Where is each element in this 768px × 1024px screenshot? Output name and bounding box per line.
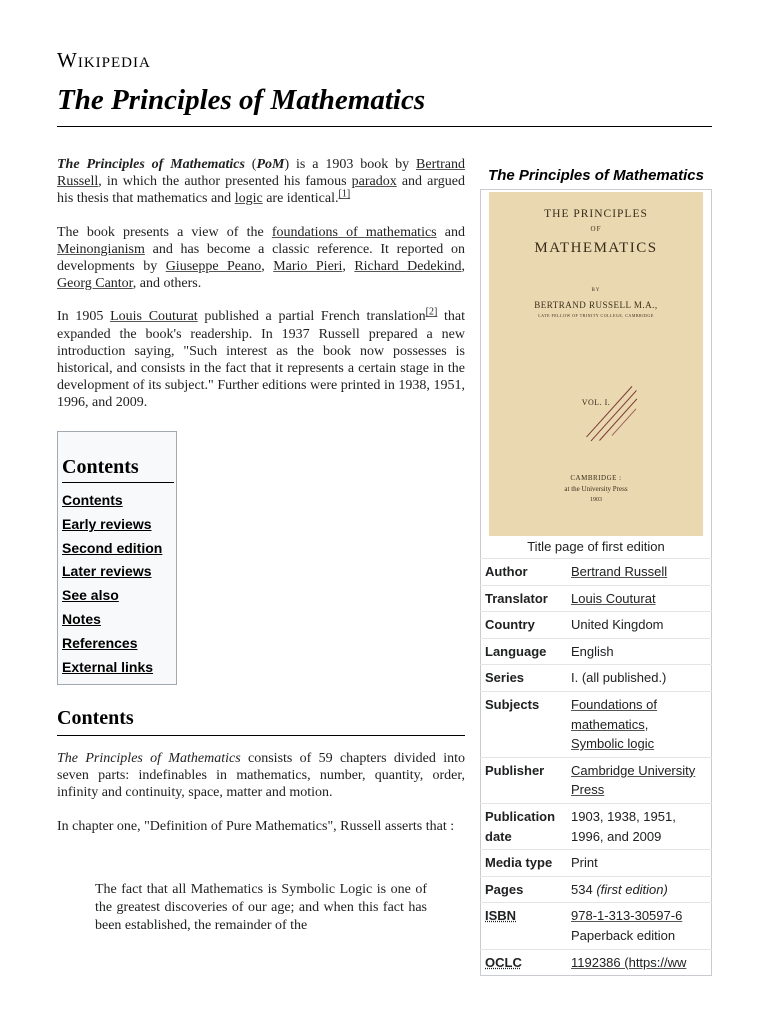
abbreviation: PoM: [256, 157, 285, 172]
row-label: Author: [481, 559, 568, 586]
row-value: 534: [571, 881, 593, 897]
link-logic[interactable]: logic: [234, 191, 263, 207]
reference-1[interactable]: [1]: [338, 188, 351, 200]
row-value-note: Paperback edition: [571, 927, 676, 943]
link-translator[interactable]: Louis Couturat: [571, 590, 656, 606]
link-foundations-of-mathematics[interactable]: foundations of mathematics: [271, 224, 437, 240]
toc-item-notes[interactable]: Notes: [62, 610, 101, 627]
section-heading-contents: Contents: [57, 707, 465, 736]
table-of-contents: [57, 431, 177, 685]
cover-line-9: at the University Press: [564, 485, 628, 493]
row-label: Country: [481, 612, 568, 639]
infobox-row-translator: [481, 585, 712, 612]
title-page-image[interactable]: [489, 192, 703, 536]
link-mario-pieri[interactable]: Mario Pieri: [273, 259, 343, 275]
row-label: Language: [481, 638, 568, 665]
link-meinongianism[interactable]: Meinongianism: [57, 241, 145, 257]
row-label: Publication date: [481, 803, 568, 849]
page-title: The Principles of Mathematics: [57, 84, 426, 116]
cover-line-8: CAMBRIDGE :: [570, 474, 622, 482]
infobox-row-language: [481, 638, 712, 665]
infobox-row-publication-date: [481, 803, 712, 849]
contents-paragraph-2: In chapter one, "Definition of Pure Mathematics", Russell asserts that :: [57, 818, 455, 834]
cover-line-10: 1903: [590, 497, 602, 503]
link-publisher[interactable]: Cambridge University Press: [571, 762, 696, 798]
link-isbn-label[interactable]: ISBN: [485, 908, 517, 924]
toc-item-see-also[interactable]: See also: [62, 587, 119, 604]
link-oclc-label[interactable]: OCLC: [485, 954, 522, 970]
cover-line-6: LATE FELLOW OF TRINITY COLLEGE, CAMBRIDGE: [538, 313, 654, 318]
row-value-note: (first edition): [596, 881, 668, 897]
link-georg-cantor[interactable]: Georg Cantor: [57, 276, 133, 292]
infobox-row-media-type: [481, 850, 712, 877]
intro-paragraph-1: The Principles of Mathematics (PoM) is a 1903 book by Bertrand Russell, in which the author presented his famous paradox and argued his thesis that mathematics and logic are identical.[1]: [57, 157, 465, 207]
contents-paragraph-1: The Principles of Mathematics consists of 59 chapters divided into seven parts: indefinables in mathematics, number, quantity, order, infinity and continuity, space, matter and motion.: [57, 751, 465, 801]
link-foundations-of-mathematics-subject[interactable]: Foundations of mathematics: [571, 696, 658, 732]
cover-line-4: BY: [591, 288, 601, 293]
cover-line-7: VOL. I.: [581, 398, 611, 407]
infobox-image-cell: [481, 190, 712, 559]
toc-item-second-edition[interactable]: Second edition: [62, 539, 163, 556]
reference-2[interactable]: [2]: [425, 306, 438, 318]
row-value: I. (all published.): [567, 665, 712, 692]
link-paradox[interactable]: paradox: [351, 174, 397, 190]
row-label: Media type: [481, 850, 568, 877]
toc-item-contents[interactable]: Contents: [62, 492, 123, 508]
row-label: Series: [481, 665, 568, 692]
block-quote: The fact that all Mathematics is Symbolic Logic is one of the greatest discoveries of our age; and when this fact has been established, the remainder of the: [95, 882, 427, 933]
link-author[interactable]: Bertrand Russell: [571, 564, 668, 579]
link-isbn[interactable]: 978-1-313-30597-6: [571, 908, 683, 924]
infobox-caption: The Principles of Mathematics: [488, 167, 704, 184]
infobox-row-author: [481, 559, 712, 586]
toc-title: Contents: [62, 456, 174, 483]
cover-line-2: OF: [590, 225, 602, 233]
link-giuseppe-peano[interactable]: Giuseppe Peano: [165, 259, 262, 275]
link-richard-dedekind[interactable]: Richard Dedekind: [354, 259, 462, 275]
row-label: Publisher: [481, 757, 568, 803]
intro-paragraph-3: In 1905 Louis Couturat published a partial French translation[2] that expanded the book's readership. In 1937 Russell prepared a new introduction saying, "Such interest as the book now possesses is historical, and consists in the fact that it represents a certain stage in the development of its subject." Further editions were printed in 1938, 1951, 1996, and 2009.: [57, 306, 465, 411]
wikipedia-wordmark[interactable]: Wikipedia: [57, 48, 151, 72]
intro-paragraph-2: The book presents a view of the foundations of mathematics and Meinongianism and has become a classic reference. It reported on developments by Giuseppe Peano, Mario Pieri, Richard Dedekind, Georg Cantor, and others.: [57, 224, 466, 292]
infobox-row-isbn: [481, 903, 712, 949]
cover-line-1: THE PRINCIPLES: [544, 208, 648, 220]
link-bertrand-russell[interactable]: Bertrand Russell: [57, 157, 465, 190]
row-value: 1903, 1938, 1951, 1996, and 2009: [567, 803, 712, 849]
row-label: Translator: [481, 585, 568, 612]
row-value: English: [567, 638, 712, 665]
title-divider: [57, 126, 712, 127]
section-contents-body: [57, 750, 465, 851]
row-label: Pages: [481, 876, 568, 903]
row-value: Print: [567, 850, 712, 877]
link-louis-couturat[interactable]: Louis Couturat: [110, 309, 198, 325]
toc-item-external-links[interactable]: External links: [62, 658, 154, 675]
article-intro: [57, 156, 465, 428]
library-stamp: [575, 380, 651, 450]
infobox-row-subjects: Subjects Foundations of mathematics, Symbolic logic: [481, 691, 712, 757]
link-oclc[interactable]: 1192386 (https://ww: [571, 954, 687, 970]
row-value: United Kingdom: [567, 612, 712, 639]
bold-title: The Principles of Mathematics: [57, 157, 245, 172]
infobox-row-pages: [481, 876, 712, 903]
toc-item-early-reviews[interactable]: Early reviews: [62, 515, 152, 532]
infobox-row-publisher: [481, 757, 712, 803]
link-symbolic-logic[interactable]: Symbolic logic: [571, 736, 655, 752]
toc-item-later-reviews[interactable]: Later reviews: [62, 563, 152, 580]
cover-line-3: MATHEMATICS: [534, 240, 658, 256]
infobox-table: [480, 189, 712, 976]
toc-item-references[interactable]: References: [62, 634, 138, 651]
cover-line-5: BERTRAND RUSSELL M.A.,: [534, 300, 658, 310]
image-caption: Title page of first edition: [527, 539, 665, 554]
infobox-row-oclc: [481, 949, 712, 976]
infobox-row-series: [481, 665, 712, 692]
row-label: Subjects: [481, 691, 568, 757]
infobox-row-country: [481, 612, 712, 639]
infobox: [480, 166, 712, 976]
